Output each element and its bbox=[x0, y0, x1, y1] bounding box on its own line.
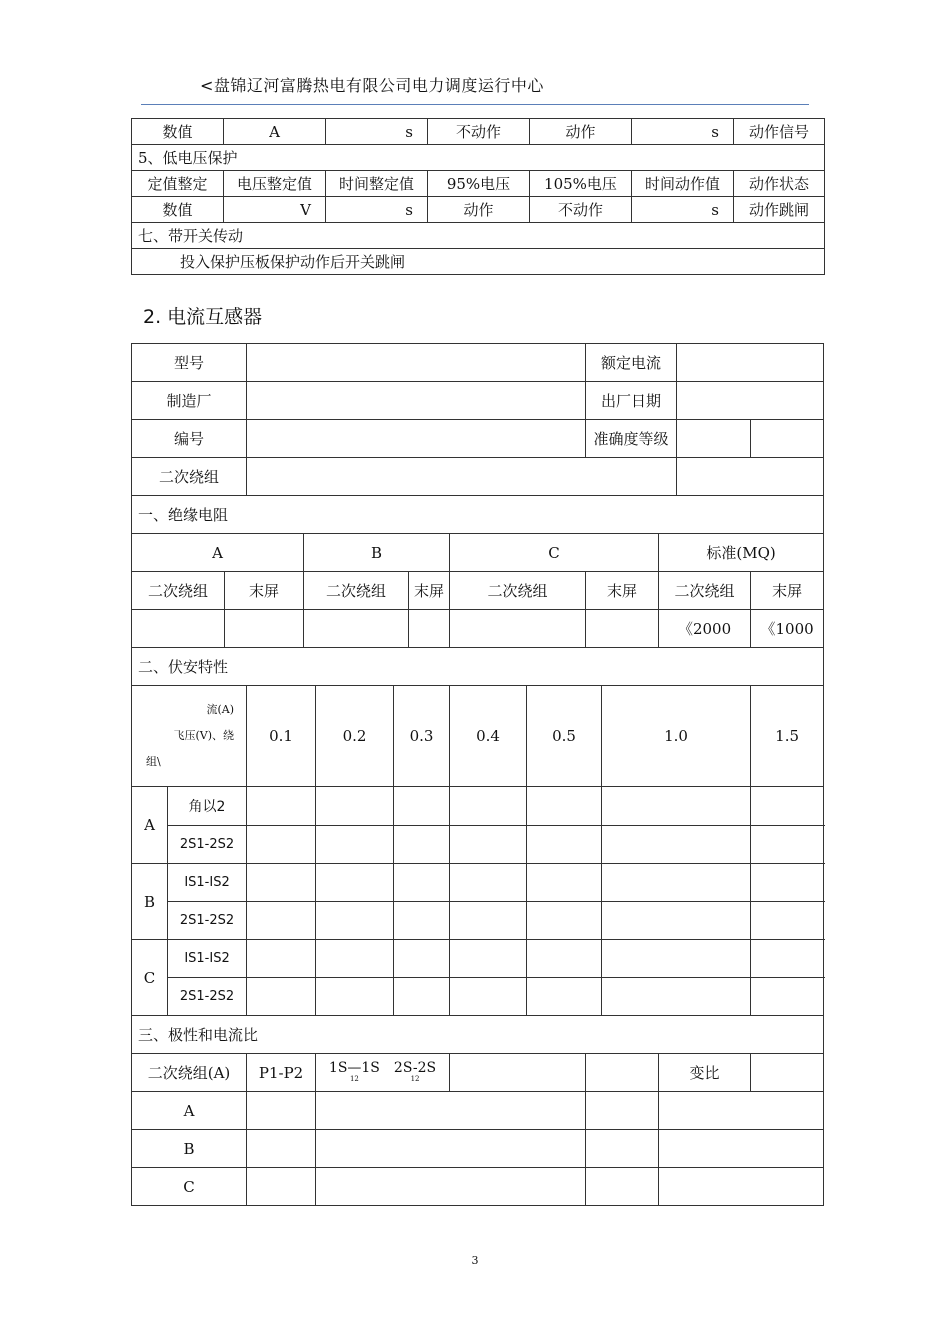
cell-label: 额定电流 bbox=[586, 344, 677, 382]
input-cell[interactable] bbox=[450, 787, 527, 826]
cell-label: 定值整定 bbox=[132, 171, 224, 197]
input-cell[interactable] bbox=[602, 825, 751, 864]
cell-value: A bbox=[224, 119, 326, 145]
input-cell[interactable] bbox=[527, 825, 602, 864]
input-cell[interactable] bbox=[394, 864, 450, 902]
cell-label: 制造厂 bbox=[132, 382, 247, 420]
table-row bbox=[132, 145, 825, 171]
cell-label: 二次绕组 bbox=[450, 572, 586, 610]
header-2s-sub: 12 bbox=[410, 1075, 420, 1083]
input-cell[interactable] bbox=[247, 864, 316, 902]
input-cell[interactable] bbox=[450, 864, 527, 902]
input-cell[interactable] bbox=[450, 940, 527, 978]
page-number: 3 bbox=[471, 1254, 479, 1267]
table-row bbox=[132, 686, 824, 787]
cell-label-1s bbox=[316, 1054, 450, 1092]
table-row bbox=[132, 610, 824, 648]
secondary-extra[interactable] bbox=[677, 458, 824, 496]
input-cell[interactable] bbox=[450, 610, 586, 648]
std-value: 《1000 bbox=[751, 610, 824, 648]
cell-value: 动作 bbox=[428, 197, 530, 223]
corner-label: 组\ bbox=[146, 755, 161, 768]
input-cell[interactable] bbox=[225, 610, 304, 648]
cell-label: 出厂日期 bbox=[586, 382, 677, 420]
table-row bbox=[132, 1054, 824, 1092]
table-row bbox=[132, 572, 824, 610]
section-title: 2. 电流互感器 bbox=[143, 306, 263, 328]
input-cell[interactable] bbox=[450, 1054, 586, 1092]
cell-label: 二次绕组(A) bbox=[132, 1054, 247, 1092]
phase-label: B bbox=[132, 864, 168, 940]
relay-protection-table bbox=[131, 118, 825, 275]
cell-label: 二次绕组 bbox=[304, 572, 409, 610]
table-row bbox=[132, 119, 825, 145]
std-value: 《2000 bbox=[659, 610, 751, 648]
input-cell[interactable] bbox=[602, 940, 751, 978]
input-cell[interactable] bbox=[602, 787, 751, 826]
input-cell[interactable] bbox=[659, 1130, 824, 1168]
serial-value[interactable] bbox=[247, 420, 586, 458]
table-row bbox=[132, 458, 824, 496]
phase-header: 标准(MQ) bbox=[659, 534, 824, 572]
input-cell[interactable] bbox=[751, 940, 824, 978]
cell-value: 不动作 bbox=[530, 197, 632, 223]
input-cell[interactable] bbox=[247, 902, 316, 940]
cell-label: 型号 bbox=[132, 344, 247, 382]
input-cell[interactable] bbox=[316, 902, 394, 940]
current-header: 0.4 bbox=[450, 686, 527, 787]
input-cell[interactable] bbox=[450, 825, 527, 864]
phase-label: C bbox=[132, 1168, 247, 1206]
table-row bbox=[132, 1016, 824, 1054]
input-cell[interactable] bbox=[316, 825, 394, 864]
input-cell[interactable] bbox=[586, 1168, 659, 1206]
accuracy-value-1[interactable] bbox=[677, 420, 751, 458]
table-row bbox=[132, 249, 825, 275]
input-cell[interactable] bbox=[527, 940, 602, 978]
input-cell[interactable] bbox=[586, 1092, 659, 1130]
accuracy-value-2[interactable] bbox=[751, 420, 824, 458]
input-cell[interactable] bbox=[247, 1130, 316, 1168]
input-cell[interactable] bbox=[659, 1092, 824, 1130]
corner-label: 流(A) bbox=[206, 703, 235, 716]
input-cell[interactable] bbox=[751, 787, 824, 826]
input-cell[interactable] bbox=[586, 610, 659, 648]
phase-label: B bbox=[132, 1130, 247, 1168]
table-row bbox=[132, 1092, 824, 1130]
phase-header: C bbox=[450, 534, 659, 572]
corner-label: 飞压(V)、绕 bbox=[173, 729, 235, 742]
current-header: 0.3 bbox=[394, 686, 450, 787]
table-row bbox=[132, 940, 824, 978]
winding-label: 角以2 bbox=[168, 787, 247, 826]
input-cell[interactable] bbox=[247, 825, 316, 864]
input-cell[interactable] bbox=[527, 978, 602, 1016]
input-cell[interactable] bbox=[247, 787, 316, 826]
winding-label: 2S1-2S2 bbox=[168, 825, 247, 864]
current-header: 0.5 bbox=[527, 686, 602, 787]
input-cell[interactable] bbox=[659, 1168, 824, 1206]
phase-label: A bbox=[132, 1092, 247, 1130]
maker-value[interactable] bbox=[247, 382, 586, 420]
cell-label: 编号 bbox=[132, 420, 247, 458]
section-heading: 一、绝缘电阻 bbox=[132, 496, 824, 534]
header-rule bbox=[141, 104, 809, 105]
section-heading: 三、极性和电流比 bbox=[132, 1016, 824, 1054]
cell-value: 动作信号 bbox=[734, 119, 825, 145]
cell-label: 数值 bbox=[132, 119, 224, 145]
cell-value: V bbox=[224, 197, 326, 223]
input-cell[interactable] bbox=[751, 864, 824, 902]
cell-label: 二次绕组 bbox=[659, 572, 751, 610]
cell-label: 准确度等级 bbox=[586, 420, 677, 458]
table-row bbox=[132, 787, 824, 826]
header-2s: 2S-2S bbox=[393, 1060, 437, 1076]
winding-label: 2S1-2S2 bbox=[168, 978, 247, 1016]
table-row bbox=[132, 197, 825, 223]
table-row bbox=[132, 1168, 824, 1206]
header-1s-sub: 12 bbox=[349, 1075, 359, 1083]
current-header: 0.2 bbox=[316, 686, 394, 787]
model-value[interactable] bbox=[247, 344, 586, 382]
input-cell[interactable] bbox=[304, 610, 409, 648]
header-1s: 1S—1S bbox=[328, 1060, 380, 1076]
diagonal-header-cell bbox=[132, 686, 247, 787]
winding-label: IS1-IS2 bbox=[168, 864, 247, 902]
cell-label: P1-P2 bbox=[247, 1054, 316, 1092]
input-cell[interactable] bbox=[394, 825, 450, 864]
cell-label: 末屏 bbox=[586, 572, 659, 610]
input-cell[interactable] bbox=[394, 787, 450, 826]
cell-label: 二次绕组 bbox=[132, 572, 225, 610]
current-header: 1.0 bbox=[602, 686, 751, 787]
rated-current-value[interactable] bbox=[677, 344, 824, 382]
section-heading: 二、伏安特性 bbox=[132, 648, 824, 686]
cell-value: 动作 bbox=[530, 119, 632, 145]
table-row bbox=[132, 864, 824, 902]
input-cell[interactable] bbox=[751, 1054, 824, 1092]
cell-label: 动作状态 bbox=[734, 171, 825, 197]
table-row bbox=[132, 825, 824, 864]
phase-header: B bbox=[304, 534, 450, 572]
input-cell[interactable] bbox=[602, 902, 751, 940]
cell-label: 二次绕组 bbox=[132, 458, 247, 496]
current-header: 0.1 bbox=[247, 686, 316, 787]
table-row bbox=[132, 223, 825, 249]
winding-label: IS1-IS2 bbox=[168, 940, 247, 978]
table-row bbox=[132, 344, 824, 382]
input-cell[interactable] bbox=[602, 978, 751, 1016]
table-row bbox=[132, 1130, 824, 1168]
section-heading: 七、带开关传动 bbox=[132, 223, 825, 249]
input-cell[interactable] bbox=[394, 940, 450, 978]
table-row bbox=[132, 978, 824, 1016]
cell-value: s bbox=[632, 119, 734, 145]
input-cell[interactable] bbox=[586, 1130, 659, 1168]
cell-label: 末屏 bbox=[225, 572, 304, 610]
current-header: 1.5 bbox=[751, 686, 824, 787]
input-cell[interactable] bbox=[316, 787, 394, 826]
input-cell[interactable] bbox=[751, 825, 824, 864]
input-cell[interactable] bbox=[247, 1092, 316, 1130]
table-row bbox=[132, 902, 824, 940]
input-cell[interactable] bbox=[751, 978, 824, 1016]
input-cell[interactable] bbox=[527, 787, 602, 826]
input-cell[interactable] bbox=[394, 902, 450, 940]
cell-label: 95%电压 bbox=[428, 171, 530, 197]
cell-value: s bbox=[326, 119, 428, 145]
input-cell[interactable] bbox=[527, 864, 602, 902]
phase-label: C bbox=[132, 940, 168, 1016]
factory-date-value[interactable] bbox=[677, 382, 824, 420]
cell-label: 时间动作值 bbox=[632, 171, 734, 197]
input-cell[interactable] bbox=[247, 978, 316, 1016]
cell-label: 电压整定值 bbox=[224, 171, 326, 197]
cell-label: 末屏 bbox=[751, 572, 824, 610]
winding-label: 2S1-2S2 bbox=[168, 902, 247, 940]
cell-label: 数值 bbox=[132, 197, 224, 223]
table-row bbox=[132, 648, 824, 686]
input-cell[interactable] bbox=[586, 1054, 659, 1092]
cell-label: 时间整定值 bbox=[326, 171, 428, 197]
input-cell[interactable] bbox=[394, 978, 450, 1016]
input-cell[interactable] bbox=[450, 902, 527, 940]
input-cell[interactable] bbox=[132, 610, 225, 648]
input-cell[interactable] bbox=[751, 902, 824, 940]
table-row bbox=[132, 496, 824, 534]
secondary-value[interactable] bbox=[247, 458, 677, 496]
table-row bbox=[132, 382, 824, 420]
section-heading: 5、低电压保护 bbox=[132, 145, 825, 171]
input-cell[interactable] bbox=[316, 1130, 586, 1168]
document-header: <盘锦辽河富腾热电有限公司电力调度运行中心 bbox=[200, 76, 544, 95]
table-row bbox=[132, 171, 825, 197]
table-row bbox=[132, 534, 824, 572]
cell-value: 动作跳闸 bbox=[734, 197, 825, 223]
cell-label: 末屏 bbox=[409, 572, 450, 610]
input-cell[interactable] bbox=[450, 978, 527, 1016]
cell-value: s bbox=[326, 197, 428, 223]
input-cell[interactable] bbox=[316, 940, 394, 978]
input-cell[interactable] bbox=[527, 902, 602, 940]
input-cell[interactable] bbox=[247, 1168, 316, 1206]
input-cell[interactable] bbox=[316, 978, 394, 1016]
cell-label: 105%电压 bbox=[530, 171, 632, 197]
input-cell[interactable] bbox=[316, 1168, 586, 1206]
cell-value: s bbox=[632, 197, 734, 223]
table-row bbox=[132, 420, 824, 458]
input-cell[interactable] bbox=[602, 864, 751, 902]
cell-text: 投入保护压板保护动作后开关跳闸 bbox=[132, 249, 825, 275]
current-transformer-table bbox=[131, 343, 824, 1206]
input-cell[interactable] bbox=[316, 864, 394, 902]
cell-label: 变比 bbox=[659, 1054, 751, 1092]
cell-value: 不动作 bbox=[428, 119, 530, 145]
phase-label: A bbox=[132, 787, 168, 864]
input-cell[interactable] bbox=[247, 940, 316, 978]
phase-header: A bbox=[132, 534, 304, 572]
input-cell[interactable] bbox=[409, 610, 450, 648]
input-cell[interactable] bbox=[316, 1092, 586, 1130]
